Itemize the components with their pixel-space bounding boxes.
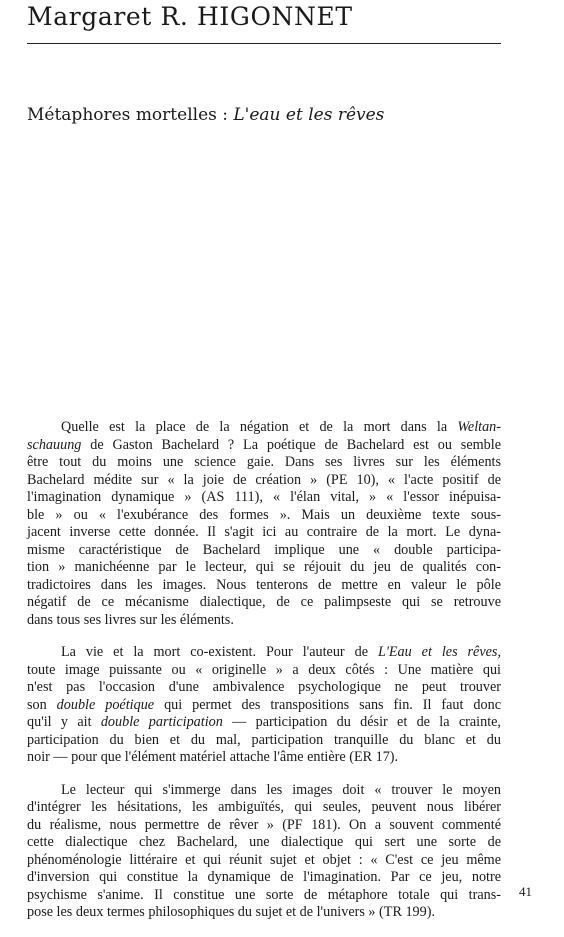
text-line	[27, 644, 501, 662]
text-line	[27, 489, 501, 507]
text-line	[27, 834, 501, 852]
text-line	[27, 799, 501, 817]
text-segment: n'est pas l'occasion d'une ambivalence psychologique ne peut trouver	[27, 679, 501, 695]
text-line	[27, 887, 501, 905]
text-segment: phénoménologie littéraire et qui réunit sujet et objet : « C'est ce jeu même	[27, 851, 501, 868]
paragraph	[27, 782, 501, 922]
text-segment: noir — pour que l'élément matériel attache l'âme entière (ER 17).	[27, 749, 399, 765]
text-segment: cette dialectique chez Bachelard, une dialectique qui sert une sorte de	[27, 834, 501, 850]
text-line	[27, 472, 501, 490]
text-line	[27, 904, 501, 922]
text-line	[27, 612, 501, 630]
text-line	[27, 697, 501, 715]
text-line	[27, 419, 501, 437]
italic-text: Weltan-	[457, 419, 501, 435]
author-name: Margaret R. HIGONNET	[27, 2, 353, 31]
text-segment: tion » manichéenne par le lecteur, qui se réjouit du jeu de qualités con-	[27, 559, 501, 575]
text-line	[27, 732, 501, 750]
text-line	[27, 662, 501, 680]
title-italic: L'eau et les rêves	[233, 105, 385, 125]
text-segment: pose les deux termes philosophiques du sujet et de l'univers » (TR 199).	[27, 904, 436, 920]
text-line	[27, 749, 501, 767]
article-title	[27, 105, 384, 125]
title-prefix: Métaphores mortelles :	[27, 105, 234, 125]
italic-text: schauung	[27, 436, 82, 453]
article-body	[27, 419, 501, 937]
paragraph	[27, 419, 501, 629]
text-line	[27, 437, 501, 455]
header-rule	[27, 43, 501, 44]
text-segment: Le lecteur qui s'immerge dans les images doit « trouver le moyen	[61, 781, 501, 798]
text-line	[27, 524, 501, 542]
text-segment: son	[27, 696, 57, 713]
paragraph	[27, 644, 501, 767]
text-segment: — participation du désir et de la crainte,	[222, 714, 501, 730]
text-segment: Quelle est la place de la négation et de la mort dans la	[61, 419, 458, 435]
text-segment: misme caractéristique de Bachelard implique une « double participa-	[27, 541, 501, 558]
text-line	[27, 782, 501, 800]
text-segment: qu'il y ait	[27, 714, 101, 730]
text-line	[27, 679, 501, 697]
text-segment: du réalisme, nous permettre de rêver » (PF 181). On a souvent commenté	[27, 816, 501, 833]
text-segment: psychisme s'anime. Il constitue une sorte de métaphore totale qui trans-	[27, 886, 501, 903]
text-segment: d'intégrer les hésitations, les ambiguïtés, qui seules, peuvent nous libérer	[27, 799, 501, 815]
page-number: 41	[519, 884, 532, 899]
text-segment: La vie et la mort co-existent. Pour l'auteur de	[61, 644, 378, 660]
text-segment: qui permet des transpositions sans fin. Il faut donc	[154, 696, 502, 713]
text-segment: être tout du moins une science gaie. Dans ses livres sur les éléments	[27, 454, 501, 470]
text-segment: participation du bien et du mal, participation tranquille du blanc et du	[27, 731, 501, 748]
italic-text: double participation	[100, 714, 223, 730]
text-line	[27, 852, 501, 870]
text-line	[27, 869, 501, 887]
text-segment: négatif de ce mécanisme dialectique, de ce palimpseste qui se retrouve	[27, 594, 501, 610]
text-segment: tradictoires dans les images. Nous tenterons de mettre en valeur le pôle	[27, 576, 501, 593]
text-line	[27, 507, 501, 525]
text-segment: d'inversion qui constitue la dynamique de l'imagination. Par ce jeu, notre	[27, 869, 501, 885]
text-segment: Bachelard médite sur « la joie de création » (PE 10), « l'acte positif de	[27, 471, 501, 488]
text-line	[27, 817, 501, 835]
text-segment: l'imagination dynamique » (AS 111), « l'élan vital, » « l'essor inépuisa-	[27, 489, 501, 505]
text-line	[27, 594, 501, 612]
text-segment: jacent inverse cette donnée. Il s'agit ici au contraire de la mort. Le dyna-	[27, 524, 501, 540]
text-segment: de Gaston Bachelard ? La poétique de Bachelard est ou semble	[81, 436, 501, 453]
text-line	[27, 454, 501, 472]
text-line	[27, 714, 501, 732]
text-line	[27, 542, 501, 560]
italic-text: double poétique	[56, 696, 155, 713]
text-segment: toute image puissante ou « originelle » a deux côtés : Une matière qui	[27, 661, 501, 678]
italic-text: L'Eau et les rêves,	[377, 644, 502, 660]
text-segment: dans tous ses livres sur les éléments.	[27, 611, 234, 628]
text-line	[27, 577, 501, 595]
text-line	[27, 559, 501, 577]
text-segment: ble » ou « l'exubérance des formes ». Mais un deuxième texte sous-	[27, 506, 501, 523]
